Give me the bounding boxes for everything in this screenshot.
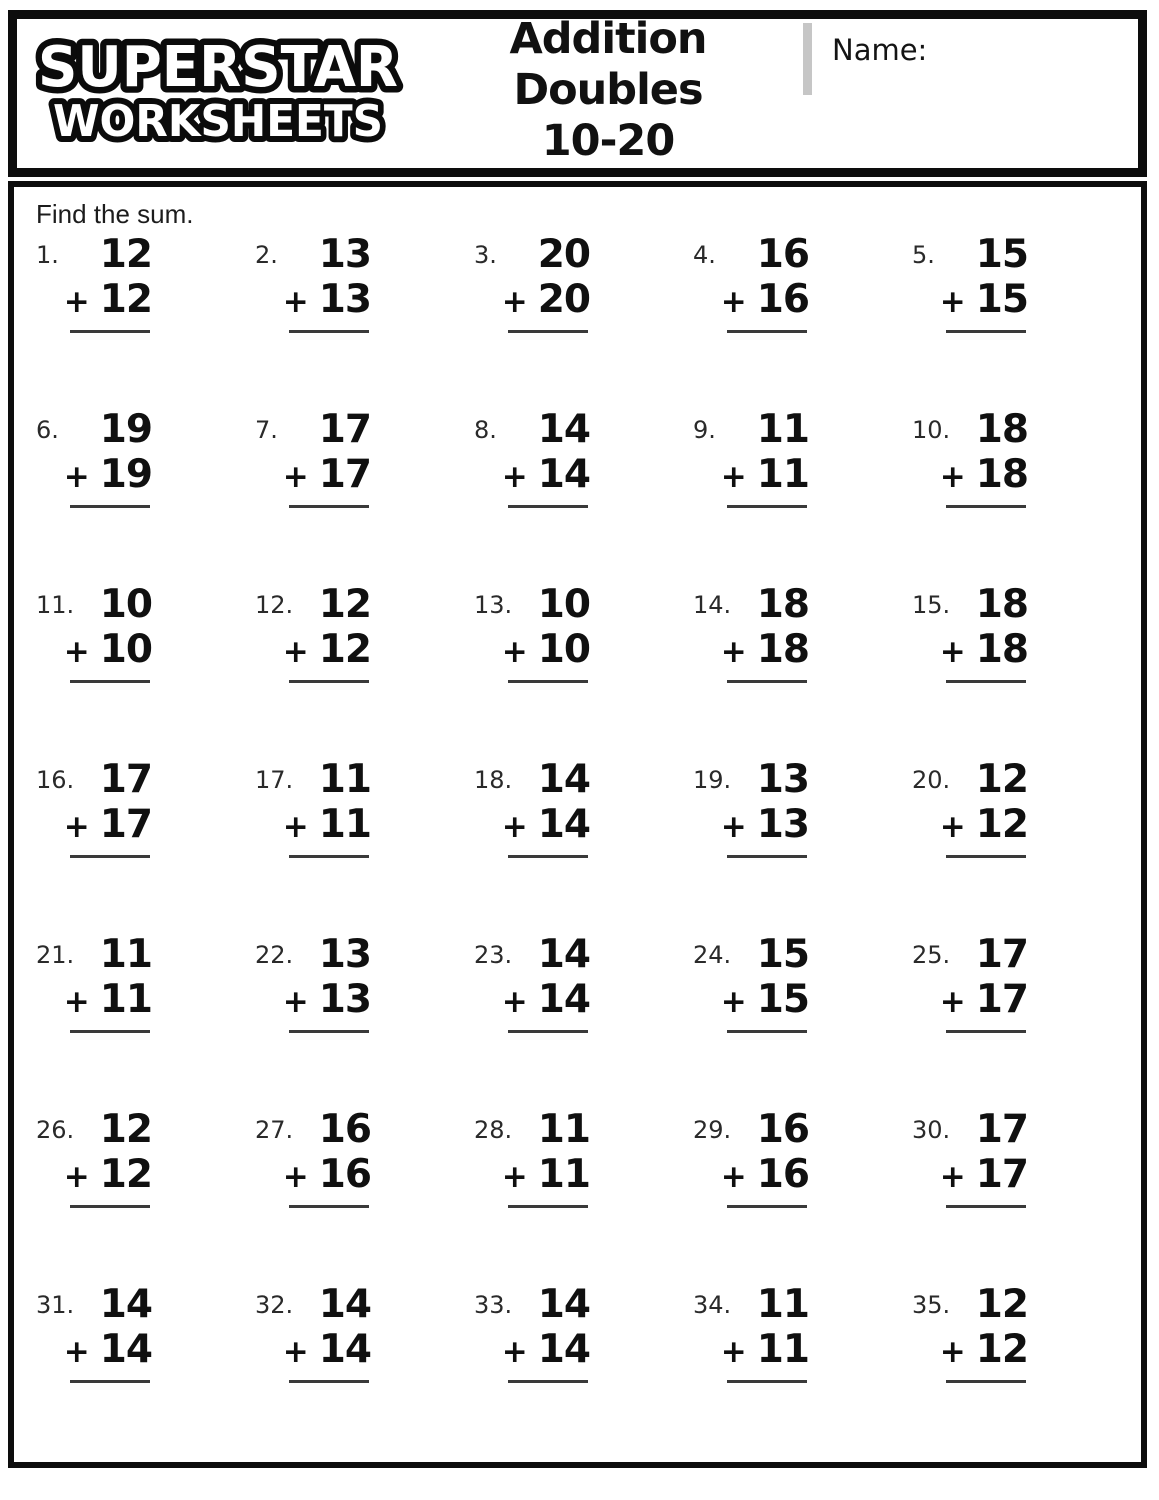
plus-operator: + [720,984,747,1020]
addend-top: 18 [975,582,1028,627]
plus-operator: + [939,1334,966,1370]
problem [253,233,472,408]
plus-operator: + [501,459,528,495]
problem-number: 11. [36,591,75,619]
plus-operator: + [63,809,90,845]
problem-number: 25. [912,941,951,969]
answer-line [508,1030,588,1033]
problem [472,933,691,1108]
answer-line [946,505,1026,508]
answer-line [508,855,588,858]
answer-line [508,1205,588,1208]
answer-line [289,505,369,508]
problem [253,408,472,583]
problem-number: 29. [693,1116,732,1144]
answer-line [289,330,369,333]
answer-line [70,855,150,858]
addend-bottom-row [34,1153,152,1197]
addend-bottom: 11 [756,1327,809,1372]
problem [691,233,910,408]
plus-operator: + [63,634,90,670]
addend-top: 13 [756,757,809,802]
problem [691,1108,910,1283]
problem [34,233,253,408]
problem [472,758,691,933]
problem [34,1283,253,1458]
worksheet-title [413,14,803,172]
problem-number: 10. [912,416,951,444]
addend-bottom-row [910,453,1028,497]
addend-bottom-row [34,803,152,847]
plus-operator: + [282,984,309,1020]
addend-top: 10 [99,582,152,627]
plus-operator: + [720,634,747,670]
addend-top: 19 [99,407,152,452]
addend-top: 12 [99,1107,152,1152]
answer-line [508,1380,588,1383]
problem-number: 21. [36,941,75,969]
addend-bottom-row [472,278,590,322]
addend-top: 17 [975,932,1028,977]
problem-number: 2. [255,241,278,269]
plus-operator: + [501,984,528,1020]
addend-bottom: 18 [975,627,1028,672]
plus-operator: + [63,459,90,495]
addend-top: 11 [756,1282,809,1327]
addend-bottom-row [691,453,809,497]
problem [253,1283,472,1458]
addend-bottom-row [253,278,371,322]
addend-top: 18 [756,582,809,627]
addend-bottom-row [910,278,1028,322]
problem-number: 7. [255,416,278,444]
answer-line [70,680,150,683]
problem [691,758,910,933]
problem-number: 19. [693,766,732,794]
addend-bottom-row [691,978,809,1022]
addend-top: 15 [756,932,809,977]
addend-top: 11 [318,757,371,802]
problem [472,1283,691,1458]
plus-operator: + [501,284,528,320]
problem-number: 22. [255,941,294,969]
addend-top: 10 [537,582,590,627]
addend-bottom: 15 [756,977,809,1022]
problem [910,583,1129,758]
problem-number: 3. [474,241,497,269]
addend-top: 14 [318,1282,371,1327]
addend-bottom-row [691,628,809,672]
problem-number: 13. [474,591,513,619]
addend-top: 11 [99,932,152,977]
addend-top: 12 [99,232,152,277]
plus-operator: + [282,459,309,495]
addend-bottom: 12 [975,802,1028,847]
plus-operator: + [720,809,747,845]
problem-number: 6. [36,416,59,444]
addend-bottom: 14 [318,1327,371,1372]
problem [910,1283,1129,1458]
addend-bottom: 15 [975,277,1028,322]
addend-bottom-row [472,628,590,672]
problem-number: 5. [912,241,935,269]
plus-operator: + [63,984,90,1020]
addend-bottom-row [34,1328,152,1372]
problem [34,583,253,758]
plus-operator: + [282,284,309,320]
plus-operator: + [939,984,966,1020]
problem [910,233,1129,408]
problem [472,1108,691,1283]
addend-bottom: 20 [537,277,590,322]
answer-line [70,1205,150,1208]
problem [34,1108,253,1283]
addend-top: 11 [756,407,809,452]
addend-bottom: 14 [537,977,590,1022]
plus-operator: + [939,284,966,320]
addend-bottom-row [34,978,152,1022]
plus-operator: + [501,1159,528,1195]
addend-top: 14 [99,1282,152,1327]
addend-top: 12 [975,757,1028,802]
answer-line [70,505,150,508]
addend-bottom-row [253,803,371,847]
plus-operator: + [939,634,966,670]
worksheet-title-line-2: 10-20 [541,115,675,166]
addend-bottom: 16 [756,277,809,322]
problem-number: 12. [255,591,294,619]
addend-top: 18 [975,407,1028,452]
addend-bottom-row [34,453,152,497]
problem [253,583,472,758]
problem [253,758,472,933]
problem [472,408,691,583]
problem [34,758,253,933]
answer-line [727,330,807,333]
problem-number: 31. [36,1291,75,1319]
addend-top: 17 [975,1107,1028,1152]
plus-operator: + [720,1334,747,1370]
problem-number: 35. [912,1291,951,1319]
addend-bottom: 11 [99,977,152,1022]
addend-top: 14 [537,932,590,977]
addend-bottom: 14 [537,452,590,497]
addend-bottom: 11 [537,1152,590,1197]
name-label: Name: [832,33,928,67]
plus-operator: + [63,284,90,320]
addend-bottom: 17 [975,1152,1028,1197]
problem [253,1108,472,1283]
answer-line [727,505,807,508]
addend-top: 13 [318,932,371,977]
addend-top: 14 [537,407,590,452]
addend-top: 12 [318,582,371,627]
answer-line [946,680,1026,683]
plus-operator: + [282,1334,309,1370]
plus-operator: + [501,809,528,845]
answer-line [727,680,807,683]
problem-number: 27. [255,1116,294,1144]
logo-bubble-text [26,30,411,158]
problem [472,233,691,408]
problem-number: 33. [474,1291,513,1319]
problem [691,408,910,583]
answer-line [946,855,1026,858]
addend-bottom: 13 [756,802,809,847]
plus-operator: + [501,1334,528,1370]
addend-bottom-row [253,1328,371,1372]
addend-bottom-row [472,453,590,497]
problem [472,583,691,758]
addend-top: 12 [975,1282,1028,1327]
problems-section [8,181,1147,1468]
problem-number: 18. [474,766,513,794]
problem [910,1108,1129,1283]
addend-bottom: 10 [537,627,590,672]
worksheet-header [8,10,1147,177]
addend-bottom-row [691,278,809,322]
addend-bottom: 17 [318,452,371,497]
problem-number: 20. [912,766,951,794]
name-section [803,19,1138,168]
problem [691,583,910,758]
answer-line [289,1380,369,1383]
worksheet-title-line-1: Addition Doubles [509,14,707,116]
plus-operator: + [282,634,309,670]
plus-operator: + [939,459,966,495]
problem [691,1283,910,1458]
addend-bottom: 13 [318,977,371,1022]
answer-line [727,855,807,858]
addend-top: 16 [318,1107,371,1152]
addend-bottom-row [472,1328,590,1372]
answer-line [70,330,150,333]
problem [910,408,1129,583]
addend-bottom: 16 [756,1152,809,1197]
problem-number: 1. [36,241,59,269]
problem [910,758,1129,933]
problem-number: 9. [693,416,716,444]
addend-top: 16 [756,1107,809,1152]
instructions-text: Find the sum. [36,199,194,229]
addend-bottom: 19 [99,452,152,497]
addend-bottom-row [34,278,152,322]
addend-bottom: 11 [318,802,371,847]
answer-line [289,855,369,858]
addend-bottom: 14 [537,1327,590,1372]
answer-line [727,1380,807,1383]
problem-number: 34. [693,1291,732,1319]
addend-bottom-row [691,803,809,847]
plus-operator: + [939,809,966,845]
answer-line [946,1380,1026,1383]
problem-number: 16. [36,766,75,794]
logo-line-1: SUPERSTAR [37,34,398,100]
addend-bottom: 17 [975,977,1028,1022]
logo-line-2: WORKSHEETS [52,95,383,147]
addend-top: 13 [318,232,371,277]
problem [34,408,253,583]
answer-line [508,505,588,508]
answer-line [946,1205,1026,1208]
addend-bottom-row [910,1328,1028,1372]
plus-operator: + [939,1159,966,1195]
answer-line [727,1205,807,1208]
answer-line [508,680,588,683]
plus-operator: + [720,1159,747,1195]
addend-bottom: 12 [975,1327,1028,1372]
addend-bottom-row [253,1153,371,1197]
addend-bottom-row [472,803,590,847]
addend-bottom-row [910,803,1028,847]
addend-bottom-row [910,1153,1028,1197]
addend-bottom-row [253,453,371,497]
addend-bottom: 16 [318,1152,371,1197]
problem [910,933,1129,1108]
plus-operator: + [63,1334,90,1370]
addend-bottom-row [253,628,371,672]
answer-line [289,1030,369,1033]
answer-line [289,680,369,683]
addend-bottom: 12 [99,1152,152,1197]
problem-number: 28. [474,1116,513,1144]
addend-bottom: 18 [756,627,809,672]
addend-bottom: 17 [99,802,152,847]
answer-line [70,1380,150,1383]
plus-operator: + [501,634,528,670]
problem-number: 32. [255,1291,294,1319]
plus-operator: + [282,809,309,845]
addend-bottom: 12 [318,627,371,672]
problem-number: 4. [693,241,716,269]
problem [253,933,472,1108]
plus-operator: + [720,459,747,495]
plus-operator: + [282,1159,309,1195]
answer-line [946,330,1026,333]
addend-top: 11 [537,1107,590,1152]
addend-bottom-row [472,1153,590,1197]
problem [34,933,253,1108]
addend-bottom-row [910,978,1028,1022]
addend-bottom: 11 [756,452,809,497]
addend-bottom: 14 [99,1327,152,1372]
superstar-worksheets-logo [17,30,413,158]
addend-top: 16 [756,232,809,277]
answer-line [727,1030,807,1033]
answer-line [70,1030,150,1033]
addend-top: 17 [99,757,152,802]
addend-bottom: 10 [99,627,152,672]
problem-number: 30. [912,1116,951,1144]
addend-top: 17 [318,407,371,452]
addend-top: 14 [537,757,590,802]
problem-number: 14. [693,591,732,619]
addend-bottom-row [691,1153,809,1197]
addend-bottom: 18 [975,452,1028,497]
addend-top: 15 [975,232,1028,277]
addend-top: 14 [537,1282,590,1327]
answer-line [289,1205,369,1208]
problem-number: 26. [36,1116,75,1144]
problem [691,933,910,1108]
problems-grid [34,233,1141,1458]
problem-number: 15. [912,591,951,619]
addend-bottom-row [34,628,152,672]
plus-operator: + [720,284,747,320]
problem-number: 23. [474,941,513,969]
addend-bottom: 14 [537,802,590,847]
addend-bottom-row [910,628,1028,672]
problem-number: 24. [693,941,732,969]
answer-line [508,330,588,333]
answer-line [946,1030,1026,1033]
addend-bottom-row [472,978,590,1022]
addend-bottom-row [253,978,371,1022]
addend-bottom: 13 [318,277,371,322]
addend-bottom: 12 [99,277,152,322]
plus-operator: + [63,1159,90,1195]
addend-top: 20 [537,232,590,277]
addend-bottom-row [691,1328,809,1372]
problem-number: 8. [474,416,497,444]
name-divider-bar [803,23,812,95]
problem-number: 17. [255,766,294,794]
